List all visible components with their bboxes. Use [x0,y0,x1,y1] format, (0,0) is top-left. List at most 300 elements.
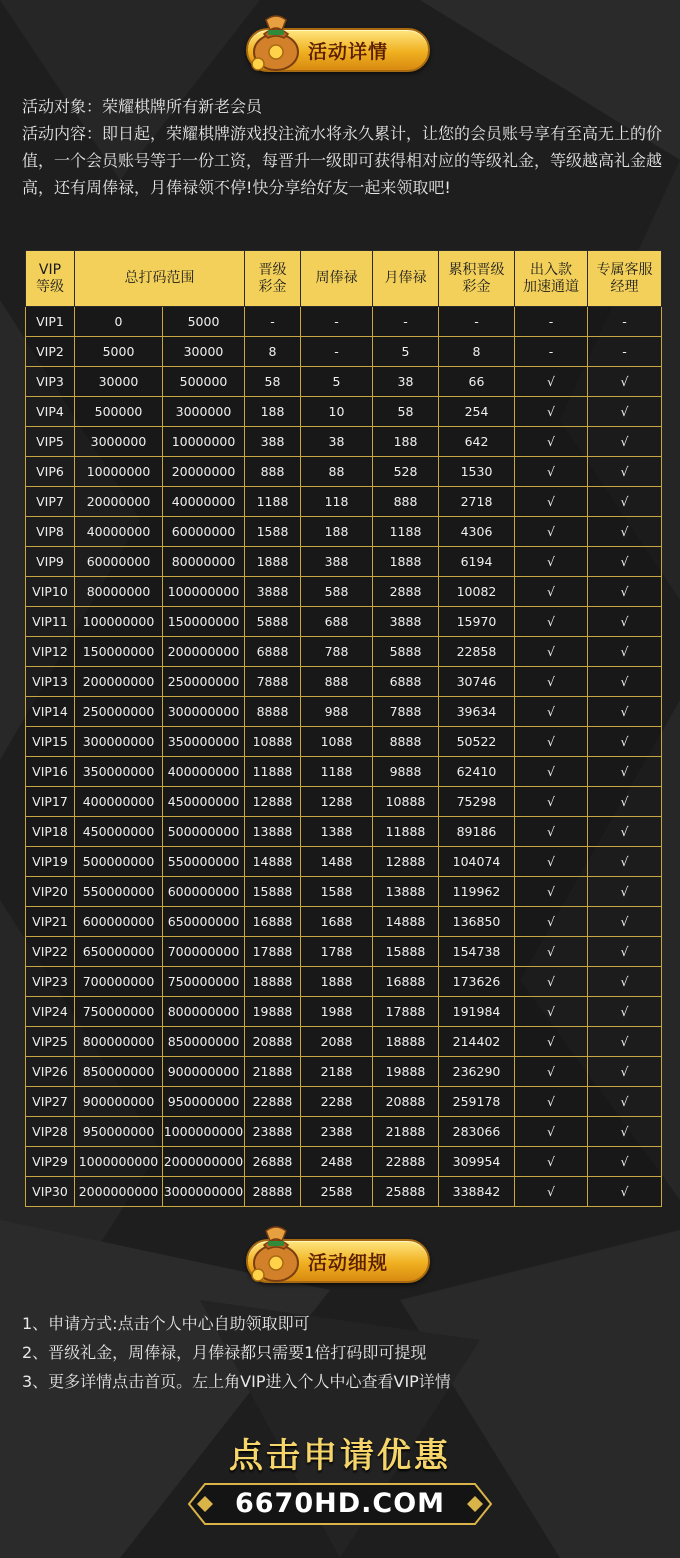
table-cell: 173626 [439,967,515,997]
table-cell: 5 [373,337,439,367]
table-cell: VIP22 [26,937,75,967]
table-cell: VIP12 [26,637,75,667]
table-cell: - [515,337,588,367]
table-cell: 500000 [163,367,245,397]
table-cell: 1000000000 [163,1117,245,1147]
table-cell: 236290 [439,1057,515,1087]
table-cell: 10000000 [163,427,245,457]
table-cell: √ [515,637,588,667]
table-cell: 40000000 [163,487,245,517]
table-cell: 39634 [439,697,515,727]
table-cell: 11888 [245,757,301,787]
table-row [26,667,662,697]
table-cell: 8888 [245,697,301,727]
table-cell: 950000000 [75,1117,163,1147]
table-cell: √ [515,757,588,787]
table-cell: 30746 [439,667,515,697]
column-header: VIP 等级 [26,251,75,307]
table-cell: 10000000 [75,457,163,487]
table-cell: 500000000 [163,817,245,847]
section-banner-details [246,28,430,72]
table-cell: 15888 [245,877,301,907]
table-cell: 154738 [439,937,515,967]
table-cell: √ [515,787,588,817]
table-cell: 21888 [373,1117,439,1147]
table-cell: VIP30 [26,1177,75,1207]
table-cell: 350000000 [163,727,245,757]
table-cell: 22858 [439,637,515,667]
table-cell: 500000 [75,397,163,427]
table-cell: 800000000 [75,1027,163,1057]
table-cell: √ [588,877,662,907]
table-cell: 188 [301,517,373,547]
table-cell: 20888 [373,1087,439,1117]
table-cell: √ [515,1147,588,1177]
table-cell: 26888 [245,1147,301,1177]
table-cell: √ [588,637,662,667]
table-cell: 104074 [439,847,515,877]
section-title: 活动细规 [308,1252,389,1274]
table-cell: 2288 [301,1087,373,1117]
table-cell: VIP17 [26,787,75,817]
table-cell: VIP13 [26,667,75,697]
table-row [26,877,662,907]
table-cell: √ [588,1177,662,1207]
table-cell: 6888 [245,637,301,667]
table-row [26,697,662,727]
table-cell: √ [588,487,662,517]
table-cell: 650000000 [75,937,163,967]
table-cell: 8 [245,337,301,367]
table-cell: VIP19 [26,847,75,877]
table-cell: 988 [301,697,373,727]
table-cell: 22888 [373,1147,439,1177]
table-cell: √ [515,427,588,457]
table-cell: √ [588,1117,662,1147]
column-header: 总打码范围 [75,251,245,307]
table-cell: 136850 [439,907,515,937]
table-cell: 388 [245,427,301,457]
table-cell: √ [515,367,588,397]
site-url-frame[interactable] [135,1480,545,1528]
table-cell: 16888 [373,967,439,997]
table-cell: √ [515,1177,588,1207]
column-header: 专属客服 经理 [588,251,662,307]
table-cell: VIP27 [26,1087,75,1117]
table-cell: 13888 [245,817,301,847]
table-cell: 1888 [245,547,301,577]
table-cell: √ [588,907,662,937]
table-cell: 10082 [439,577,515,607]
table-cell: VIP4 [26,397,75,427]
table-cell: 80000000 [75,577,163,607]
table-cell: 88 [301,457,373,487]
table-cell: 900000000 [163,1057,245,1087]
table-cell: 700000000 [163,937,245,967]
table-row [26,547,662,577]
table-cell: 800000000 [163,997,245,1027]
table-cell: 30000 [163,337,245,367]
table-cell: √ [515,397,588,427]
table-cell: 14888 [373,907,439,937]
table-cell: √ [515,517,588,547]
table-cell: 11888 [373,817,439,847]
table-cell: √ [515,577,588,607]
table-cell: 750000000 [163,967,245,997]
table-row [26,427,662,457]
table-cell: 1988 [301,997,373,1027]
table-cell: √ [515,487,588,517]
table-cell: VIP3 [26,367,75,397]
section-banner-rules [246,1239,430,1283]
table-cell: 250000000 [75,697,163,727]
table-row [26,1117,662,1147]
table-cell: 0 [75,307,163,337]
table-row [26,457,662,487]
table-cell: 283066 [439,1117,515,1147]
table-cell: 850000000 [163,1027,245,1057]
table-cell: 80000000 [163,547,245,577]
table-cell: 21888 [245,1057,301,1087]
table-row [26,607,662,637]
table-cell: 1788 [301,937,373,967]
table-cell: 14888 [245,847,301,877]
table-cell: 2588 [301,1177,373,1207]
table-cell: 9888 [373,757,439,787]
activity-target: 活动对象：荣耀棋牌所有新老会员 [22,97,263,116]
table-cell: 888 [373,487,439,517]
table-cell: √ [588,997,662,1027]
table-cell: 188 [245,397,301,427]
table-cell: 388 [301,547,373,577]
table-cell: 2888 [373,577,439,607]
table-cell: 3000000 [75,427,163,457]
table-row [26,817,662,847]
table-cell: 1000000000 [75,1147,163,1177]
table-cell: VIP1 [26,307,75,337]
table-cell: VIP10 [26,577,75,607]
table-cell: 300000000 [163,697,245,727]
table-cell: √ [515,1117,588,1147]
table-cell: 10888 [245,727,301,757]
table-cell: √ [588,1147,662,1177]
table-row [26,1177,662,1207]
table-cell: - [301,307,373,337]
table-cell: √ [588,727,662,757]
table-cell: 38 [373,367,439,397]
table-cell: 850000000 [75,1057,163,1087]
table-cell: 1188 [245,487,301,517]
table-cell: 19888 [245,997,301,1027]
table-cell: 500000000 [75,847,163,877]
table-cell: VIP24 [26,997,75,1027]
table-cell: 400000000 [163,757,245,787]
table-cell: 200000000 [163,637,245,667]
table-cell: √ [588,1087,662,1117]
table-cell: - [301,337,373,367]
table-row [26,637,662,667]
column-header: 月俸禄 [373,251,439,307]
activity-intro [22,93,662,201]
table-cell: 5888 [245,607,301,637]
table-cell: VIP6 [26,457,75,487]
table-cell: 550000000 [163,847,245,877]
table-cell: 214402 [439,1027,515,1057]
table-cell: 950000000 [163,1087,245,1117]
rules-list [22,1309,451,1396]
section-title: 活动详情 [308,41,389,63]
table-cell: 100000000 [163,577,245,607]
column-header: 周俸禄 [301,251,373,307]
table-cell: - [588,307,662,337]
table-cell: VIP11 [26,607,75,637]
table-cell: 2718 [439,487,515,517]
table-cell: 20000000 [75,487,163,517]
table-cell: √ [515,547,588,577]
table-row [26,757,662,787]
table-cell: 1088 [301,727,373,757]
table-cell: √ [588,1027,662,1057]
table-cell: √ [515,667,588,697]
table-cell: √ [588,547,662,577]
list-item: 1、申请方式:点击个人中心自助领取即可 [22,1314,310,1333]
table-cell: 309954 [439,1147,515,1177]
table-cell: 15970 [439,607,515,637]
table-cell: 2188 [301,1057,373,1087]
table-row [26,307,662,337]
table-cell: √ [515,817,588,847]
table-cell: 8 [439,337,515,367]
table-row [26,487,662,517]
table-cell: 400000000 [75,787,163,817]
table-cell: √ [515,727,588,757]
table-cell: √ [515,937,588,967]
table-cell: - [588,337,662,367]
table-cell: √ [588,577,662,607]
table-cell: 18888 [373,1027,439,1057]
table-cell: - [439,307,515,337]
table-cell: 60000000 [163,517,245,547]
table-cell: 2488 [301,1147,373,1177]
table-cell: 1388 [301,817,373,847]
table-cell: 38 [301,427,373,457]
table-cell: 15888 [373,937,439,967]
table-cell: √ [515,1057,588,1087]
table-cell: 259178 [439,1087,515,1117]
table-cell: 1588 [301,877,373,907]
table-row [26,1147,662,1177]
table-cell: 119962 [439,877,515,907]
table-cell: 7888 [373,697,439,727]
table-cell: 350000000 [75,757,163,787]
table-cell: VIP28 [26,1117,75,1147]
table-row [26,787,662,817]
table-cell: 1530 [439,457,515,487]
table-cell: 2000000000 [163,1147,245,1177]
table-cell: 450000000 [75,817,163,847]
table-cell: 642 [439,427,515,457]
table-cell: 12888 [373,847,439,877]
table-cell: 588 [301,577,373,607]
table-cell: 900000000 [75,1087,163,1117]
table-row [26,517,662,547]
table-cell: √ [588,847,662,877]
table-cell: √ [588,397,662,427]
table-cell: 3000000000 [163,1177,245,1207]
table-cell: 40000000 [75,517,163,547]
table-cell: √ [588,757,662,787]
table-cell: √ [515,1027,588,1057]
table-cell: 750000000 [75,997,163,1027]
table-cell: VIP5 [26,427,75,457]
table-cell: 338842 [439,1177,515,1207]
table-row [26,1087,662,1117]
table-cell: √ [588,517,662,547]
table-cell: 1888 [301,967,373,997]
table-cell: √ [515,847,588,877]
table-row [26,907,662,937]
table-cell: 200000000 [75,667,163,697]
table-cell: 20888 [245,1027,301,1057]
table-cell: VIP8 [26,517,75,547]
table-cell: 254 [439,397,515,427]
site-url-link[interactable]: 6670HD.COM [234,1488,446,1519]
table-cell: 600000000 [163,877,245,907]
table-cell: 1188 [301,757,373,787]
table-cell: 18888 [245,967,301,997]
table-cell: 788 [301,637,373,667]
table-row [26,1027,662,1057]
table-cell: 58 [245,367,301,397]
table-cell: √ [515,997,588,1027]
money-bag-icon [246,8,306,72]
table-row [26,847,662,877]
table-cell: 13888 [373,877,439,907]
table-cell: 30000 [75,367,163,397]
table-cell: 1688 [301,907,373,937]
table-row [26,727,662,757]
table-cell: 118 [301,487,373,517]
table-cell: VIP23 [26,967,75,997]
table-cell: VIP14 [26,697,75,727]
table-cell: 8888 [373,727,439,757]
table-cell: VIP26 [26,1057,75,1087]
table-cell: √ [515,607,588,637]
table-cell: VIP7 [26,487,75,517]
table-cell: 1288 [301,787,373,817]
table-cell: 2388 [301,1117,373,1147]
table-row [26,997,662,1027]
table-row [26,967,662,997]
table-cell: √ [515,907,588,937]
table-cell: √ [588,817,662,847]
table-cell: 12888 [245,787,301,817]
table-row [26,577,662,607]
table-cell: 3000000 [163,397,245,427]
table-cell: 1488 [301,847,373,877]
table-cell: 2000000000 [75,1177,163,1207]
table-cell: 10888 [373,787,439,817]
table-cell: VIP20 [26,877,75,907]
table-cell: 688 [301,607,373,637]
table-cell: √ [588,1057,662,1087]
table-cell: 550000000 [75,877,163,907]
money-bag-icon [246,1219,306,1283]
table-row [26,367,662,397]
table-cell: 5000 [163,307,245,337]
table-cell: 1188 [373,517,439,547]
table-cell: 191984 [439,997,515,1027]
table-cell: 16888 [245,907,301,937]
table-cell: 100000000 [75,607,163,637]
table-cell: 10 [301,397,373,427]
table-cell: 2088 [301,1027,373,1057]
table-cell: 6194 [439,547,515,577]
table-cell: 66 [439,367,515,397]
table-cell: 60000000 [75,547,163,577]
table-cell: 23888 [245,1117,301,1147]
activity-content: 活动内容：即日起，荣耀棋牌游戏投注流水将永久累计，让您的会员账号享有至高无上的价值，一个会员账号等于一份工资，每晋升一级即可获得相对应的等级礼金，等级越高礼金越高，还有周俸禄，月俸禄领不停!快分享给好友一起来领取吧! [22,124,663,197]
table-cell: 4306 [439,517,515,547]
table-row [26,397,662,427]
table-cell: √ [515,697,588,727]
table-cell: 450000000 [163,787,245,817]
table-cell: VIP15 [26,727,75,757]
table-cell: - [373,307,439,337]
table-cell: VIP18 [26,817,75,847]
list-item: 3、更多详情点击首页。左上角VIP进入个人中心查看VIP详情 [22,1372,451,1391]
table-cell: 650000000 [163,907,245,937]
table-cell: 75298 [439,787,515,817]
table-cell: 528 [373,457,439,487]
column-header: 出入款 加速通道 [515,251,588,307]
table-cell: 5888 [373,637,439,667]
table-cell: √ [588,937,662,967]
table-cell: 17888 [373,997,439,1027]
table-cell: 1888 [373,547,439,577]
table-cell: 62410 [439,757,515,787]
table-cell: 28888 [245,1177,301,1207]
table-cell: √ [588,457,662,487]
table-cell: VIP25 [26,1027,75,1057]
vip-table [25,250,662,1207]
table-cell: 188 [373,427,439,457]
table-cell: √ [588,607,662,637]
table-cell: √ [515,967,588,997]
column-header: 晋级 彩金 [245,251,301,307]
table-cell: 20000000 [163,457,245,487]
table-cell: 22888 [245,1087,301,1117]
table-cell: √ [515,877,588,907]
table-cell: VIP29 [26,1147,75,1177]
table-cell: 150000000 [163,607,245,637]
table-cell: 300000000 [75,727,163,757]
table-row [26,937,662,967]
table-cell: VIP16 [26,757,75,787]
column-header: 累积晋级 彩金 [439,251,515,307]
table-cell: 888 [245,457,301,487]
table-cell: - [245,307,301,337]
apply-promotion-button[interactable]: 点击申请优惠 [229,1436,451,1476]
table-cell: 250000000 [163,667,245,697]
table-row [26,1057,662,1087]
table-header-row [26,251,662,307]
table-cell: 1588 [245,517,301,547]
table-cell: √ [588,697,662,727]
table-cell: √ [515,457,588,487]
table-cell: 7888 [245,667,301,697]
table-cell: 17888 [245,937,301,967]
